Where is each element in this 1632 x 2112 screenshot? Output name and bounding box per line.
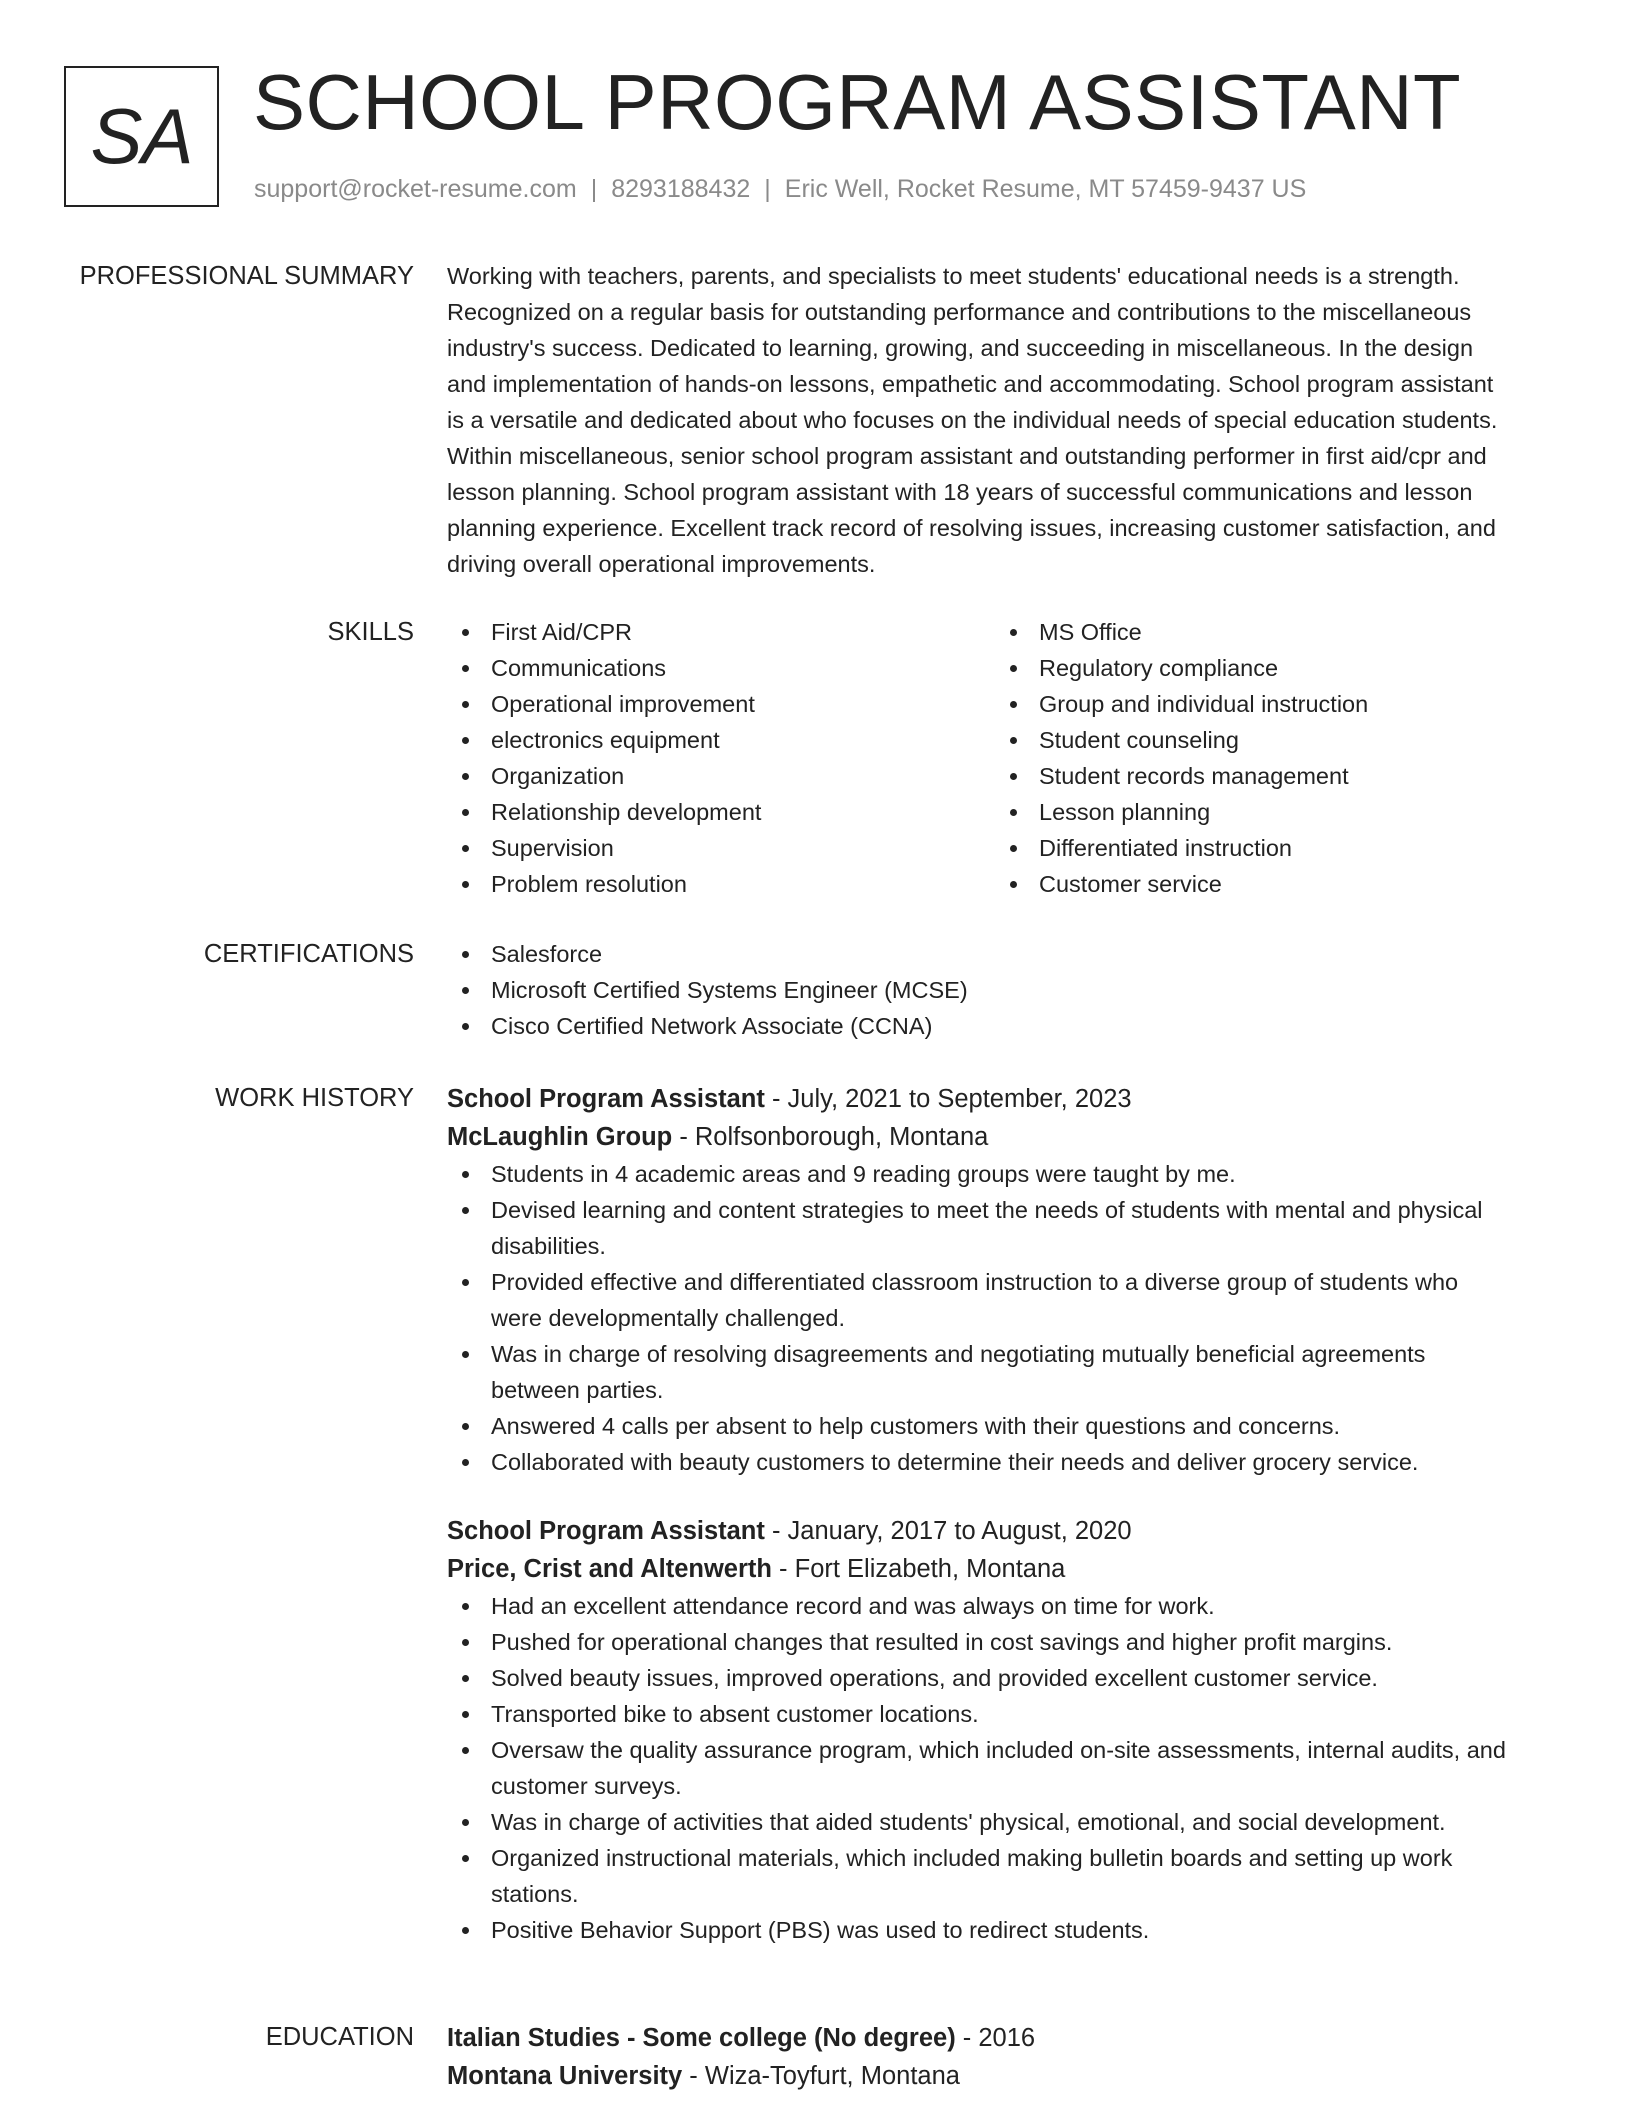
job-company-line: [447, 1118, 1567, 1156]
bullet-line: Pushed for operational changes that resulted in cost savings and higher profit margins.: [491, 1629, 1393, 1655]
monogram-badge: SA: [64, 66, 219, 207]
bullet-line: Answered 4 calls per absent to help customers with their questions and concerns.: [491, 1413, 1341, 1439]
job-title: School Program Assistant: [447, 1085, 765, 1113]
skill-item: Operational improvement: [447, 686, 995, 722]
education-year: - 2016: [955, 2024, 1036, 2052]
bullet-line: disabilities.: [491, 1233, 606, 1259]
bullet-line: were developmentally challenged.: [491, 1305, 846, 1331]
certifications-list: [447, 936, 1567, 1044]
summary-line: driving overall operational improvements.: [447, 551, 876, 577]
summary-line: is a versatile and dedicated about who focuses on the individual needs of special education students.: [447, 407, 1498, 433]
skill-item: Relationship development: [447, 794, 995, 830]
bullet-line: Solved beauty issues, improved operations, and provided excellent customer service.: [491, 1665, 1378, 1691]
summary-line: Recognized on a regular basis for outstanding performance and contributions to the miscellaneous: [447, 299, 1472, 325]
job-bullet: [447, 1624, 1567, 1660]
job-dates: - July, 2021 to September, 2023: [764, 1085, 1132, 1113]
section-label-education: EDUCATION: [265, 2023, 414, 2051]
job-bullet: [447, 1912, 1567, 1948]
summary-line: Working with teachers, parents, and specialists to meet students' educational needs is a strength.: [447, 263, 1460, 289]
bullet-line: Transported bike to absent customer locations.: [491, 1701, 979, 1727]
contact-separator: |: [590, 175, 598, 203]
skill-item: Problem resolution: [447, 866, 995, 902]
skill-item: Regulatory compliance: [995, 650, 1555, 686]
job-title: School Program Assistant: [447, 1517, 765, 1545]
job-bullet: [447, 1732, 1567, 1804]
skill-item: Group and individual instruction: [995, 686, 1555, 722]
contact-email[interactable]: support@rocket-resume.com: [254, 175, 577, 203]
job-bullet: [447, 1840, 1567, 1912]
skill-item: MS Office: [995, 614, 1555, 650]
job-bullet: [447, 1804, 1567, 1840]
bullet-line: Provided effective and differentiated classroom instruction to a diverse group of students who: [491, 1269, 1459, 1295]
job-entry: [447, 1512, 1567, 1948]
job-bullet: [447, 1408, 1567, 1444]
bullet-line: Had an excellent attendance record and was always on time for work.: [491, 1593, 1215, 1619]
skill-item: Customer service: [995, 866, 1555, 902]
job-entry: [447, 1080, 1567, 1480]
skill-item: Supervision: [447, 830, 995, 866]
contact-phone[interactable]: 8293188432: [611, 175, 751, 203]
job-location: - Rolfsonborough, Montana: [672, 1123, 989, 1151]
skills-list-right: [995, 614, 1555, 902]
bullet-line: customer surveys.: [491, 1773, 682, 1799]
summary-line: planning experience. Excellent track record of resolving issues, increasing customer satisfaction, and: [447, 515, 1496, 541]
job-bullets: [447, 1156, 1567, 1480]
job-bullet: [447, 1156, 1567, 1192]
education-degree: Italian Studies - Some college (No degree): [447, 2024, 956, 2052]
bullet-line: Devised learning and content strategies to meet the needs of students with mental and physical: [491, 1197, 1483, 1223]
job-bullet: [447, 1192, 1567, 1264]
certification-item: Cisco Certified Network Associate (CCNA): [447, 1008, 1567, 1044]
education-location: - Wiza-Toyfurt, Montana: [682, 2062, 960, 2090]
section-label-skills: SKILLS: [327, 618, 414, 646]
bullet-line: Organized instructional materials, which included making bulletin boards and setting up work: [491, 1845, 1453, 1871]
resume-title: SCHOOL PROGRAM ASSISTANT: [253, 58, 1462, 146]
job-bullet: [447, 1588, 1567, 1624]
summary-line: Within miscellaneous, senior school program assistant and outstanding performer in first aid/cpr and: [447, 443, 1487, 469]
job-company: McLaughlin Group: [447, 1123, 673, 1151]
section-label-summary: PROFESSIONAL SUMMARY: [79, 262, 414, 290]
bullet-line: Oversaw the quality assurance program, which included on-site assessments, internal audits, and: [491, 1737, 1506, 1763]
education-school: Montana University: [447, 2062, 683, 2090]
certification-item: Salesforce: [447, 936, 1567, 972]
bullet-line: Collaborated with beauty customers to determine their needs and deliver grocery service.: [491, 1449, 1419, 1475]
job-title-line: [447, 1512, 1567, 1550]
bullet-line: Positive Behavior Support (PBS) was used to redirect students.: [491, 1917, 1150, 1943]
work-history-body: [447, 1080, 1567, 1948]
job-company-line: [447, 1550, 1567, 1588]
job-location: - Fort Elizabeth, Montana: [771, 1555, 1066, 1583]
contact-separator: |: [764, 175, 771, 203]
bullet-line: stations.: [491, 1881, 579, 1907]
skill-item: Student records management: [995, 758, 1555, 794]
bullet-line: Was in charge of resolving disagreements and negotiating mutually beneficial agreements: [491, 1341, 1426, 1367]
bullet-line: between parties.: [491, 1377, 664, 1403]
job-title-line: [447, 1080, 1567, 1118]
summary-line: lesson planning. School program assistant with 18 years of successful communications and lesson: [447, 479, 1473, 505]
contact-address: Eric Well, Rocket Resume, MT 57459-9437 US: [784, 175, 1307, 203]
contact-line: [254, 174, 1306, 204]
job-bullet: [447, 1660, 1567, 1696]
summary-line: industry's success. Dedicated to learning, growing, and succeeding in miscellaneous. In the design: [447, 335, 1474, 361]
bullet-line: Students in 4 academic areas and 9 reading groups were taught by me.: [491, 1161, 1236, 1187]
job-company: Price, Crist and Altenwerth: [447, 1555, 772, 1583]
skills-list-left: [447, 614, 995, 902]
job-bullet: [447, 1696, 1567, 1732]
job-bullet: [447, 1336, 1567, 1408]
education-degree-line: [447, 2019, 1567, 2057]
skill-item: First Aid/CPR: [447, 614, 995, 650]
education-school-line: [447, 2057, 1567, 2095]
skill-item: Organization: [447, 758, 995, 794]
skill-item: Lesson planning: [995, 794, 1555, 830]
job-bullet: [447, 1444, 1567, 1480]
certification-item: Microsoft Certified Systems Engineer (MCSE): [447, 972, 1567, 1008]
section-label-certifications: CERTIFICATIONS: [203, 940, 414, 968]
summary-line: and implementation of hands-on lessons, empathetic and accommodating. School program assistant: [447, 371, 1494, 397]
certifications-body: [447, 936, 1567, 1044]
skill-item: Communications: [447, 650, 995, 686]
skill-item: Student counseling: [995, 722, 1555, 758]
skill-item: Differentiated instruction: [995, 830, 1555, 866]
section-label-work-history: WORK HISTORY: [215, 1084, 414, 1112]
job-bullets: [447, 1588, 1567, 1948]
bullet-line: Was in charge of activities that aided students' physical, emotional, and social development.: [491, 1809, 1446, 1835]
job-dates: - January, 2017 to August, 2020: [764, 1517, 1132, 1545]
summary-body: [447, 258, 1567, 582]
education-body: [447, 2019, 1567, 2095]
skill-item: electronics equipment: [447, 722, 995, 758]
job-bullet: [447, 1264, 1567, 1336]
